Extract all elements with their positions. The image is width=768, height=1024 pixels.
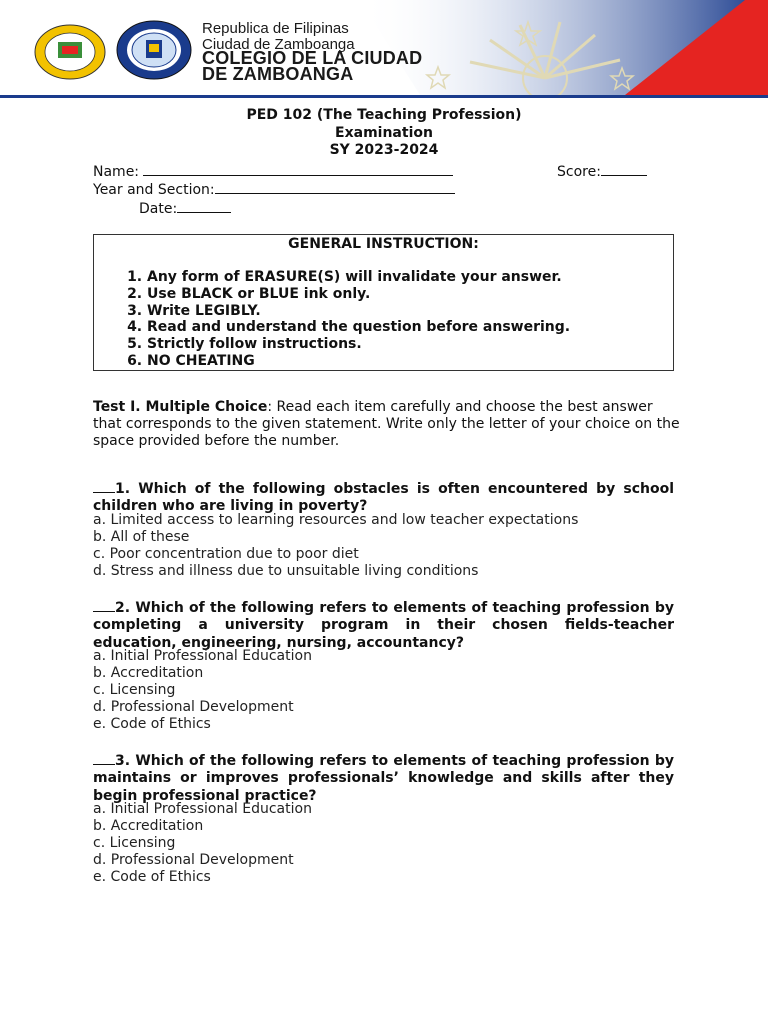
question-text: Which of the following refers to elements of teaching profession by maintains or improves professionals’ knowledge and skills after they begin professional practice? <box>93 753 675 804</box>
option: d. Professional Development <box>93 699 294 715</box>
option: b. All of these <box>93 529 190 545</box>
option: a. Limited access to learning resources and low teacher expectations <box>93 512 579 528</box>
instruction-title: GENERAL INSTRUCTION: <box>288 236 479 252</box>
option: d. Professional Development <box>93 852 294 868</box>
header-city: Ciudad de Zamboanga <box>202 36 355 53</box>
option: c. Licensing <box>93 835 176 851</box>
year-section-field[interactable] <box>93 179 455 198</box>
school-year: SY 2023-2024 <box>329 142 439 158</box>
instruction-item: 4. Read and understand the question before answering. <box>147 319 570 336</box>
year-section-label: Year and Section: <box>93 182 215 198</box>
question-number: 1. <box>115 481 131 497</box>
instruction-list <box>94 269 570 370</box>
question-1 <box>93 479 674 516</box>
college-seal-logo <box>116 20 192 80</box>
instruction-box <box>93 234 674 371</box>
instruction-item: 5. Strictly follow instructions. <box>147 336 570 353</box>
score-label: Score: <box>557 164 601 180</box>
name-label: Name: <box>93 164 140 180</box>
option: b. Accreditation <box>93 818 204 834</box>
option: c. Licensing <box>93 682 176 698</box>
header-college-name-1: COLEGIO DE LA CIUDAD <box>202 48 423 68</box>
option: c. Poor concentration due to poor diet <box>93 546 359 562</box>
question-2 <box>93 598 674 652</box>
name-blank[interactable] <box>143 161 453 176</box>
answer-blank-1[interactable] <box>93 479 115 493</box>
score-field[interactable] <box>557 161 647 180</box>
question-number: 2. <box>115 600 131 616</box>
course-title: PED 102 (The Teaching Profession) <box>246 107 522 123</box>
instruction-item: 6. NO CHEATING <box>147 353 570 370</box>
instruction-item: 3. Write LEGIBLY. <box>147 303 570 320</box>
exam-label: Examination <box>335 125 433 141</box>
year-section-blank[interactable] <box>215 179 455 194</box>
date-field[interactable] <box>139 198 231 217</box>
date-blank[interactable] <box>177 198 231 213</box>
test-directions: : Read each item carefully and choose the best answer that corresponds to the given statement. Write only the letter of your choice on the space provided before the number. <box>93 399 680 449</box>
question-number: 3. <box>115 753 131 769</box>
header-divider <box>0 95 768 98</box>
answer-blank-2[interactable] <box>93 598 115 612</box>
question-text: Which of the following refers to elements of teaching profession by completing a university program in their chosen fields-teacher education, engineering, nursing, accountancy? <box>93 600 675 651</box>
header-republic: Republica de Filipinas <box>202 20 349 37</box>
score-blank[interactable] <box>601 161 647 176</box>
option: a. Initial Professional Education <box>93 648 312 664</box>
question-3 <box>93 751 674 805</box>
name-field[interactable] <box>93 161 453 180</box>
test-heading: Test I. Multiple Choice <box>93 399 268 415</box>
city-seal-logo <box>34 24 106 80</box>
question-text: Which of the following obstacles is often encountered by school children who are living in poverty? <box>93 481 674 515</box>
option: d. Stress and illness due to unsuitable living conditions <box>93 563 479 579</box>
option: e. Code of Ethics <box>93 716 211 732</box>
option: e. Code of Ethics <box>93 869 211 885</box>
header-college-name-2: DE ZAMBOANGA <box>202 64 354 84</box>
instruction-item: 2. Use BLACK or BLUE ink only. <box>147 286 570 303</box>
answer-blank-3[interactable] <box>93 751 115 765</box>
instruction-item: 1. Any form of ERASURE(S) will invalidate your answer. <box>147 269 570 286</box>
option: b. Accreditation <box>93 665 204 681</box>
date-label: Date: <box>139 201 178 217</box>
school-header <box>0 0 768 98</box>
test-instructions <box>93 399 683 450</box>
option: a. Initial Professional Education <box>93 801 312 817</box>
